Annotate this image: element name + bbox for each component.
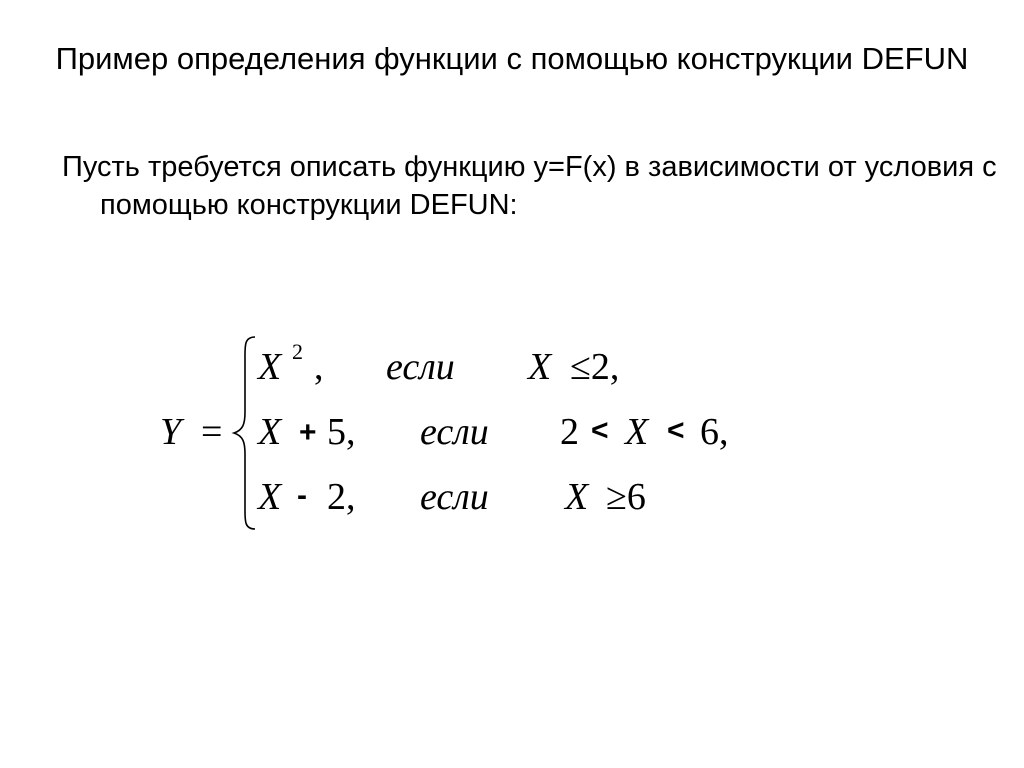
case-2-cond-lower: 2 bbox=[560, 411, 579, 453]
case-3-cond-rest: ≥6 bbox=[606, 476, 646, 518]
case-3-operator: - bbox=[297, 479, 307, 512]
slide-title: Пример определения функции с помощью конструкции DEFUN bbox=[55, 41, 969, 76]
case-2-operator: + bbox=[299, 416, 317, 449]
formula-equals-sign: = bbox=[201, 411, 223, 453]
slide-body-text: Пусть требуется описать функцию y=F(x) в зависимости от условия с помощью конструкции DEFUN: bbox=[62, 151, 997, 221]
case-3-cond-var: X bbox=[565, 476, 589, 518]
case-1-variable: X bbox=[258, 346, 282, 388]
case-3-variable: X bbox=[258, 476, 282, 518]
case-2-cond-var: X bbox=[625, 411, 649, 453]
case-2-variable: X bbox=[258, 411, 282, 453]
case-1-word: если bbox=[386, 346, 455, 388]
case-1-cond-var: X bbox=[528, 346, 552, 388]
case-2-cond-lt-1: < bbox=[591, 414, 609, 447]
case-1-cond-rest: ≤2, bbox=[570, 346, 620, 388]
formula-lhs: Y bbox=[160, 411, 182, 453]
case-3-word: если bbox=[420, 476, 489, 518]
case-2-word: если bbox=[420, 411, 489, 453]
case-3-expr-rest: 2, bbox=[327, 476, 356, 518]
case-2-expr-rest: 5, bbox=[327, 411, 356, 453]
case-1-exponent: 2 bbox=[292, 339, 303, 364]
case-2-cond-lt-2: < bbox=[667, 414, 685, 447]
case-1-expr-rest: , bbox=[314, 346, 324, 388]
case-2-cond-upper: 6, bbox=[700, 411, 729, 453]
